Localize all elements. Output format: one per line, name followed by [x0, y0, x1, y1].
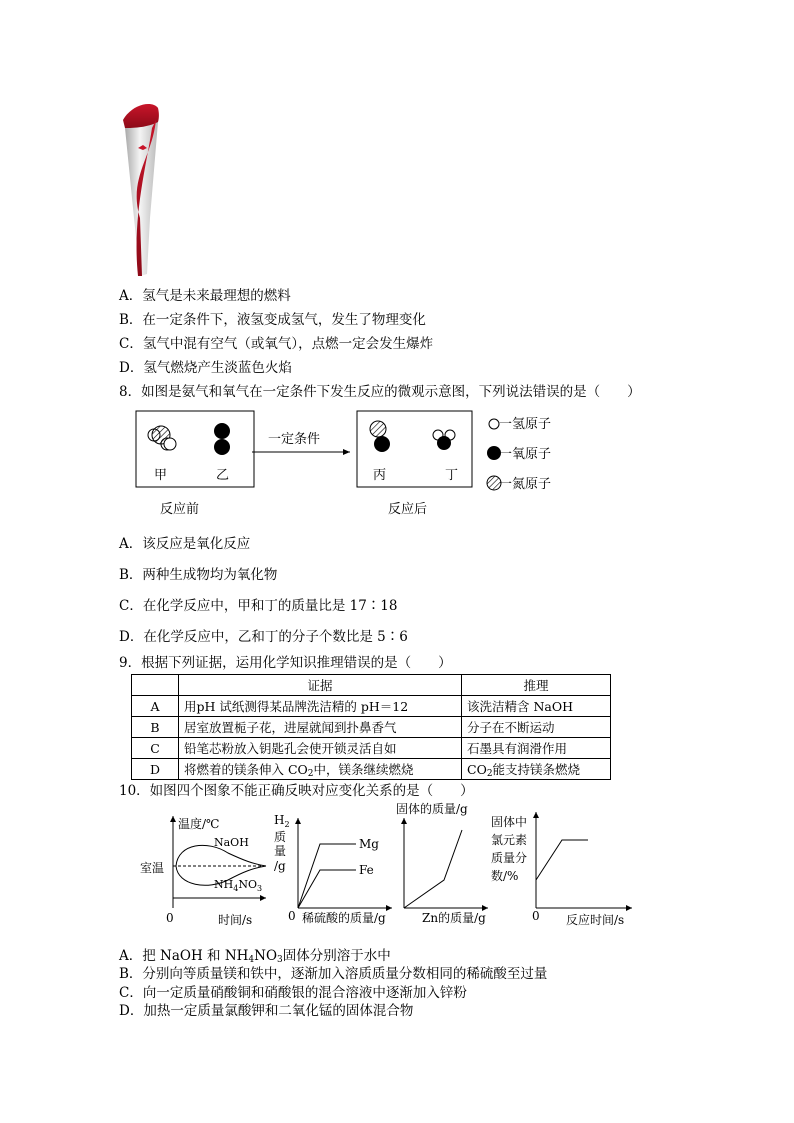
- svg-text:氯元素: 氯元素: [491, 833, 528, 847]
- g1-room-label: 室温: [140, 861, 165, 875]
- table-row: B 居室放置栀子花，进屋就闻到扑鼻香气 分子在不断运动: [132, 717, 611, 738]
- svg-text:/g: /g: [274, 859, 286, 873]
- table-header-reasoning: 推理: [462, 675, 611, 696]
- table-header-id: [132, 675, 179, 696]
- label-jia: 甲: [154, 468, 168, 483]
- table-header-row: [132, 675, 611, 696]
- svg-text:质量分: 质量分: [491, 851, 528, 865]
- reaction-condition: 一定条件: [268, 432, 321, 447]
- q9-stem: 9．根据下列证据，运用化学知识推理错误的是（ ）: [119, 655, 452, 671]
- q10-graph-3: [396, 800, 496, 928]
- evidence-table: [131, 674, 611, 780]
- q10-graph-1: [138, 808, 273, 928]
- q7-option-a: A．氢气是未来最理想的燃料: [119, 288, 291, 304]
- legend-h: 一氢原子: [499, 417, 552, 432]
- g2-xlabel: 稀硫酸的质量/g: [302, 911, 386, 925]
- g2-ylabel-h2: $H_2$: [274, 813, 290, 829]
- q10-graph-4: [486, 808, 636, 928]
- table-row: C 铅笔芯粉放入钥匙孔会使开锁灵活自如 石墨具有润滑作用: [132, 738, 611, 759]
- q10-option-b: B．分别向等质量镁和铁中，逐渐加入溶质质量分数相同的稀硫酸至过量: [119, 966, 548, 982]
- q8-option-d: D．在化学反应中，乙和丁的分子个数比是 5∶6: [119, 629, 408, 645]
- table-header-evidence: 证据: [179, 675, 462, 696]
- q10-stem: 10．如图四个图象不能正确反映对应变化关系的是（ ）: [119, 783, 474, 799]
- torch-image: [118, 98, 166, 282]
- q7-option-b: B．在一定条件下，液氢变成氢气，发生了物理变化: [119, 312, 426, 328]
- g1-nh4no3-label: $NH_4NO_3$: [214, 878, 263, 893]
- q10-option-a: A．把 NaOH 和 $NH_4NO_3$固体分别溶于水中: [119, 948, 391, 965]
- svg-text:量: 量: [274, 844, 287, 858]
- g1-naoh-label: NaOH: [214, 836, 249, 849]
- q10-option-d: D．加热一定质量氯酸钾和二氧化锰的固体混合物: [119, 1003, 414, 1019]
- g1-xlabel: 时间/s: [218, 913, 253, 927]
- svg-text:数/%: 数/%: [491, 869, 519, 883]
- g3-xlabel: Zn的质量/g: [422, 911, 486, 925]
- label-ding: 丁: [445, 468, 459, 483]
- legend-h-icon: [489, 419, 499, 429]
- ammonia-molecule: [148, 426, 176, 450]
- q10-graph-2: [270, 808, 400, 928]
- g3-ylabel: 固体的质量/g: [396, 802, 468, 816]
- label-bing: 丙: [373, 468, 387, 483]
- g2-mg-line: [298, 844, 356, 908]
- svg-text:固体中: 固体中: [491, 815, 528, 829]
- q7-option-c: C．氢气中混有空气（或氧气），点燃一定会发生爆炸: [119, 336, 434, 352]
- after-caption: 反应后: [388, 502, 428, 517]
- svg-text:质: 质: [274, 830, 287, 844]
- g1-origin: 0: [166, 911, 174, 925]
- g4-cl-line: [536, 840, 588, 880]
- table-row: D 将燃着的镁条伸入 $CO_2$中，镁条继续燃烧 $CO_2$能支持镁条燃烧: [132, 759, 611, 780]
- oxygen-molecule: [214, 423, 230, 455]
- q8-option-c: C．在化学反应中，甲和丁的质量比是 17∶18: [119, 598, 398, 614]
- before-caption: 反应前: [160, 502, 200, 517]
- q10-option-c: C．向一定质量硝酸铜和硝酸银的混合溶液中逐渐加入锌粉: [119, 985, 467, 1001]
- q8-option-b: B．两种生成物均为氧化物: [119, 567, 278, 583]
- g2-fe-line: [298, 870, 356, 908]
- q8-stem: 8．如图是氨气和氧气在一定条件下发生反应的微观示意图，下列说法错误的是（ ）: [119, 384, 641, 400]
- label-yi: 乙: [216, 468, 230, 483]
- no-molecule: [370, 421, 390, 452]
- q7-option-d: D．氢气燃烧产生淡蓝色火焰: [119, 360, 292, 376]
- table-row: A 用pH 试纸测得某品牌洗洁精的 pH＝12 该洗洁精含 NaOH: [132, 696, 611, 717]
- g2-mg-label: Mg: [359, 837, 379, 851]
- legend-n: 一氮原子: [499, 477, 552, 492]
- water-molecule: [433, 430, 455, 450]
- legend-o: 一氧原子: [499, 447, 552, 462]
- g3-solid-line: [404, 830, 462, 908]
- q8-option-a: A．该反应是氧化反应: [119, 536, 251, 552]
- q8-micro-diagram: [130, 405, 600, 520]
- g2-origin: 0: [288, 909, 296, 923]
- g4-origin: 0: [532, 909, 540, 923]
- g2-fe-label: Fe: [359, 863, 374, 877]
- g4-xlabel: 反应时间/s: [566, 913, 625, 927]
- g1-ylabel: 温度/℃: [178, 817, 220, 831]
